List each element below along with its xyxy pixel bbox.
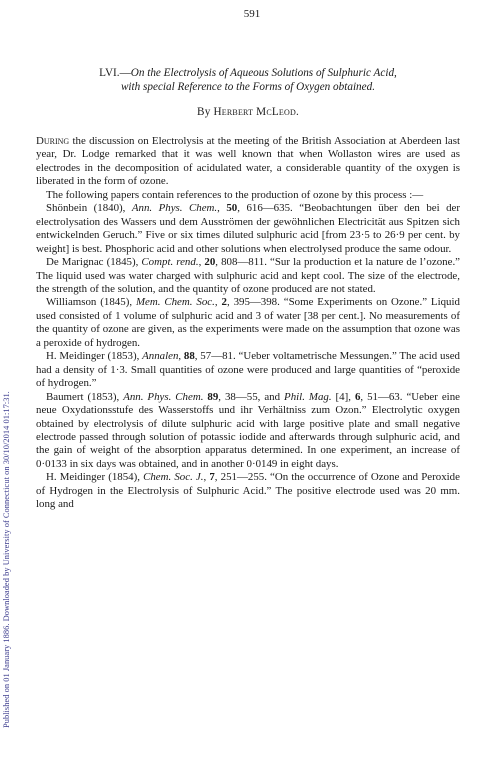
title-line-2: with special Reference to the Forms of Oxygen obtained. — [120, 81, 376, 93]
article-title: LVI.—On the Electrolysis of Aqueous Solutions of Sulphuric Acid, with special Reference to the Forms of Oxygen obtained. — [99, 67, 397, 93]
reference-meidinger-1854: H. Meidinger (1854), Chem. Soc. J., 7, 251—255. “On the occurrence of Ozone and Peroxide of Hydrogen in the Electrolysis of Sulphuric Acid.” The positive electrode used was 20 mm. long and — [36, 471, 460, 511]
paragraph-papers-intro: The following papers contain references to the production of ozone by this process :— — [46, 188, 424, 201]
article-author — [36, 106, 460, 118]
author-prefix: By — [197, 106, 211, 118]
page-number: 591 — [243, 8, 261, 20]
download-notice-strip — [2, 40, 14, 730]
reference-baumert: Baumert (1853), Ann. Phys. Chem. 89, 38—55, and Phil. Mag. [4], 6, 51—63. “Ueber eine neue Oxydationsstufe des Wasserstoffs und ihr Verhältniss zum Ozon.” Electrolytic oxygen obtained by electrolysis of dilute sulphuric acid with large positive plate and small negative electrode passed through solution of potassic iodide and afterwards through sulphuric acid, and the gain of weight of the absorption apparatus determined. In one experiment, an increase of 0·0133 in six days was obtained, and in another 0·0149 in eight days. — [36, 390, 460, 470]
reference-williamson: Williamson (1845), Mem. Chem. Soc., 2, 395—398. “Some Experiments on Ozone.” Liquid used consisted of 1 volume of sulphuric acid and 3 of water [38 per cent.]. No measurements of the quantity of ozone are given, as the experiments were made on the assumption that ozone was a peroxide of hydrogen. — [36, 296, 460, 349]
paragraph-intro: During the discussion on Electrolysis at the meeting of the British Association at Aberdeen last year, Dr. Lodge remarked that it was well known that when Wollaston wires are used as electrodes in the decomposition of acidulated water, a considerable quantity of the oxygen is liberated in the form of ozone. — [36, 135, 460, 188]
article-body — [36, 135, 460, 512]
intro-lead: During — [36, 135, 70, 147]
paper-page — [36, 8, 460, 512]
author-name: Herbert McLeod. — [213, 106, 299, 118]
reference-de-marignac: De Marignac (1845), Compt. rend., 20, 808—811. “Sur la production et la nature de l’ozone.” The liquid used was water charged with sulphuric acid and kept cool. The size of the electrode, the strength of the solution, and the quantity of ozone produced are not stated. — [36, 256, 460, 295]
article-number: LVI. — [99, 67, 120, 79]
reference-schonbein: Shönbein (1840), Ann. Phys. Chem., 50, 616—635. “Beobachtungen über den bei der electrolysation des Wassers und dem Ausströmen der gewöhnlichen Electricität aus Spitzen sich entwickelnden Geruch.” Five or six times diluted sulphuric acid [from 23·5 to 26·9 per cent. by weight] is best. Phosphoric acid and other solutions when electrolysed produce the same odour. — [36, 202, 461, 255]
reference-meidinger-1853: H. Meidinger (1853), Annalen, 88, 57—81. “Ueber voltametrische Messungen.” The acid used had a density of 1·3. Small quantities of ozone were produced and large quantities of “peroxide of hydrogen.” — [36, 350, 460, 390]
download-notice: Published on 01 January 1886. Downloaded by University of Connecticut on 30/10/2014 01:17:31. — [2, 391, 11, 728]
title-line-1: On the Electrolysis of Aqueous Solutions of Sulphuric Acid, — [130, 67, 397, 79]
